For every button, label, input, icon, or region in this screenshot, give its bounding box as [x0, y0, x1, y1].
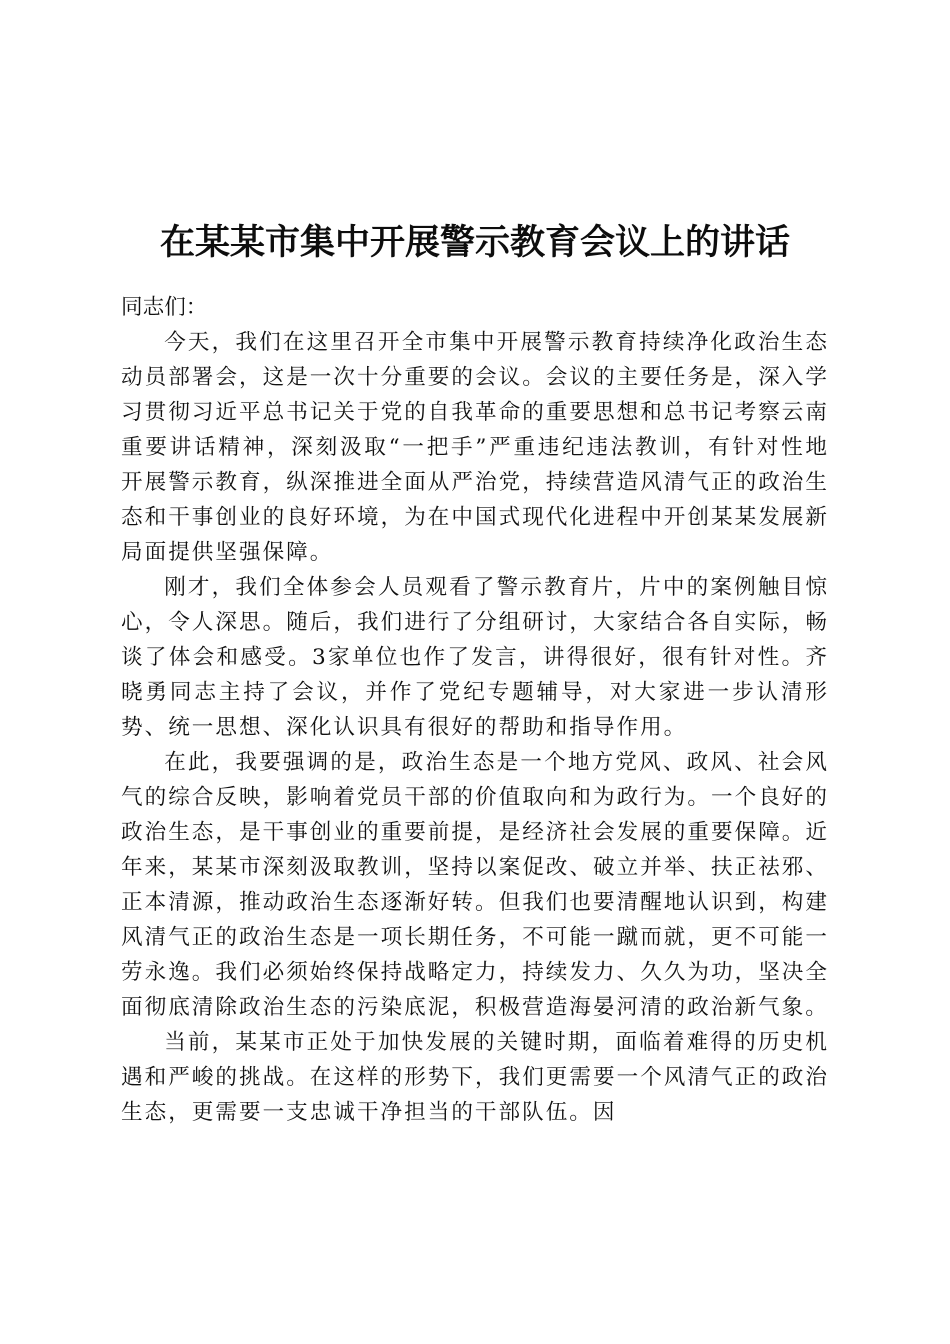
document-body — [121, 290, 829, 1130]
salutation: 同志们： — [121, 295, 208, 320]
paragraph-3: 在此，我要强调的是，政治生态是一个地方党风、政风、社会风气的综合反映，影响着党员干部的价值取向和为政行为。一个良好的政治生态，是干事创业的重要前提，是经济社会发展的重要保障。近年来，某某市深刻汲取教训，坚持以案促改、破立并举、扶正祛邪、正本清源，推动政治生态逐渐好转。但我们也要清醒地认识到，构建风清气正的政治生态是一项长期任务，不可能一蹴而就，更不可能一劳永逸。我们必须始终保持战略定力，持续发力、久久为功，坚决全面彻底清除政治生态的污染底泥，积极营造海晏河清的政治新气象。 — [121, 750, 829, 1020]
document-title: 在某某市集中开展警示教育会议上的讲话 — [159, 222, 790, 264]
paragraph-2: 刚才，我们全体参会人员观看了警示教育片，片中的案例触目惊心，令人深思。随后，我们进行了分组研讨，大家结合各自实际，畅谈了体会和感受。3家单位也作了发言，讲得很好，很有针对性。齐晓勇同志主持了会议，并作了党纪专题辅导，对大家进一步认清形势、统一思想、深化认识具有很好的帮助和指导作用。 — [121, 575, 829, 740]
paragraph-1: 今天，我们在这里召开全市集中开展警示教育持续净化政治生态动员部署会，这是一次十分重要的会议。会议的主要任务是，深入学习贯彻习近平总书记关于党的自我革命的重要思想和总书记考察云南重要讲话精神，深刻汲取“一把手”严重违纪违法教训，有针对性地开展警示教育，纵深推进全面从严治党，持续营造风清气正的政治生态和干事创业的良好环境，为在中国式现代化进程中开创某某发展新局面提供坚强保障。 — [121, 330, 829, 565]
paragraph-4: 当前，某某市正处于加快发展的关键时期，面临着难得的历史机遇和严峻的挑战。在这样的形势下，我们更需要一个风清气正的政治生态，更需要一支忠诚干净担当的干部队伍。因 — [121, 1030, 829, 1125]
